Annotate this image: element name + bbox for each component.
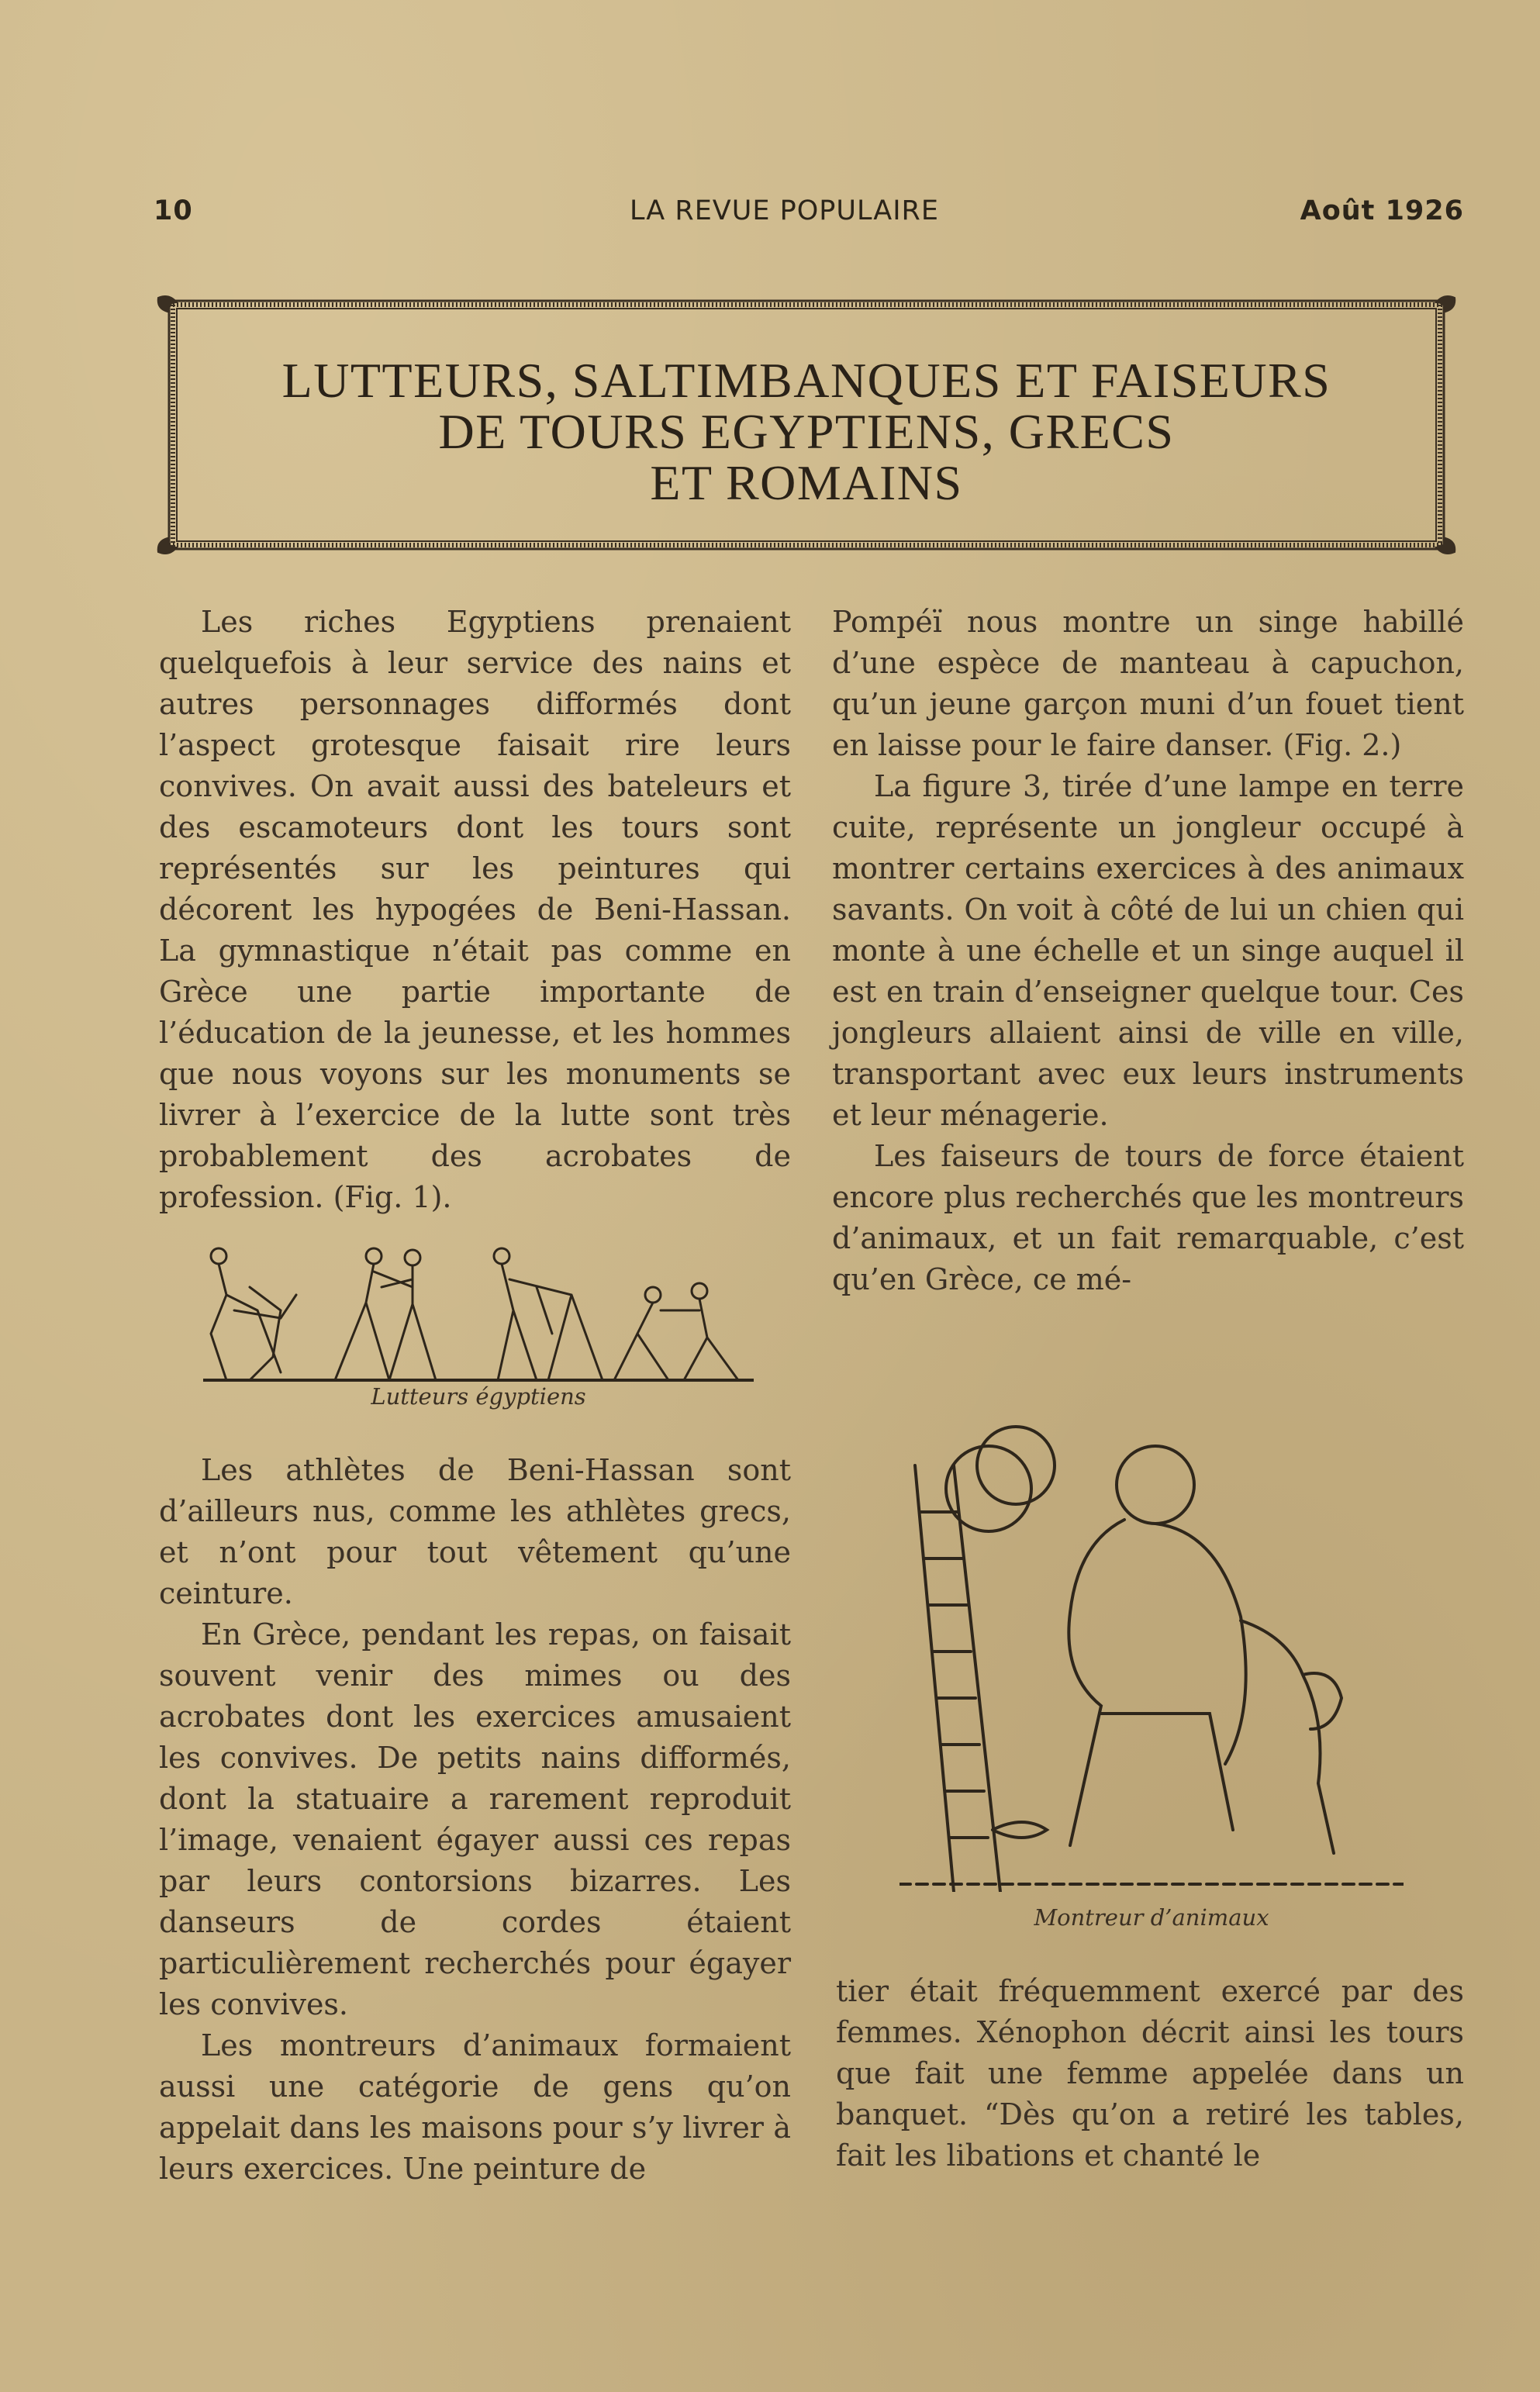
- issue-date: Août 1926: [1300, 195, 1464, 226]
- figure-1-caption: Lutteurs égyptiens: [371, 1383, 586, 1410]
- column-1-bottom: [159, 1450, 791, 2190]
- column-2-top: [832, 602, 1464, 1300]
- running-header: [154, 195, 1464, 242]
- title-line-1: LUTTEURS, SALTIMBANQUES ET FAISEURS: [281, 353, 1331, 408]
- paragraph: La figure 3, tirée d’une lampe en terre cuite, représente un jongleur occupé à montrer certains exercices à des animaux savants. On voit à côté de lui un chien qui monte à une échelle et un singe auquel il est en train d’enseigner quelque tour. Ces jongleurs allaient ainsi de ville en ville, transportant avec eux leurs instruments et leur ménagerie.: [832, 769, 1464, 1132]
- article-title: [202, 355, 1411, 509]
- paragraph: Les athlètes de Beni-Hassan sont d’ailleurs nus, comme les athlètes grecs, et n’ont pour tout vêtement qu’une ceinture.: [159, 1453, 791, 1610]
- paragraph: Les montreurs d’animaux formaient aussi une catégorie de gens qu’on appelait dans les maisons pour s’y livrer à leurs exercices. Une peinture de: [159, 2028, 791, 2186]
- column-1-top: [159, 602, 791, 1218]
- journal-title: LA REVUE POPULAIRE: [630, 195, 939, 226]
- paragraph: Pompéï nous montre un singe habillé d’une espèce de manteau à capuchon, qu’un jeune garçon muni d’un fouet tient en laisse pour le faire danser. (Fig. 2.): [832, 605, 1464, 762]
- figure-2-caption: Montreur d’animaux: [1034, 1904, 1269, 1931]
- paragraph: tier était fréquemment exercé par des femmes. Xénophon décrit ainsi les tours que fait une femme appelée dans un banquet. “Dès qu’on a retiré les tables, fait les libations et chanté le: [836, 1974, 1464, 2173]
- column-2-bottom: [836, 1971, 1464, 2176]
- paragraph: En Grèce, pendant les repas, on faisait souvent venir des mimes ou des acrobates dont les exercices amusaient les convives. De petits nains difformés, dont la statuaire a rarement reproduit l’image, venaient égayer aussi ces repas par leurs contorsions bizarres. Les danseurs de cordes étaient particulièrement recherchés pour égayer les convives.: [159, 1617, 791, 2021]
- paragraph: Les faiseurs de tours de force étaient encore plus recherchés que les montreurs d’animaux, et un fait remarquable, c’est qu’en Grèce, ce mé-: [832, 1139, 1464, 1296]
- page-number: 10: [154, 195, 193, 226]
- paragraph: Les riches Egyptiens prenaient quelquefois à leur service des nains et autres personnages difformés dont l’aspect grotesque faisait rire leurs convives. On avait aussi des bateleurs et des escamoteurs dont les tours sont représentés sur les peintures qui décorent les hypogées de Beni-Hassan. La gymnastique n’était pas comme en Grèce une partie importante de l’éducation de la jeunesse, et les hommes que nous voyons sur les monuments se livrer à l’exercice de la lutte sont très probablement des acrobates de profession. (Fig. 1).: [159, 605, 791, 1214]
- title-line-3: ET ROMAINS: [650, 455, 963, 510]
- animal-trainer-illustration: [899, 1419, 1404, 1892]
- title-line-2: DE TOURS EGYPTIENS, GRECS: [438, 404, 1175, 459]
- wrestlers-illustration: [203, 1241, 754, 1388]
- title-frame: [155, 293, 1458, 557]
